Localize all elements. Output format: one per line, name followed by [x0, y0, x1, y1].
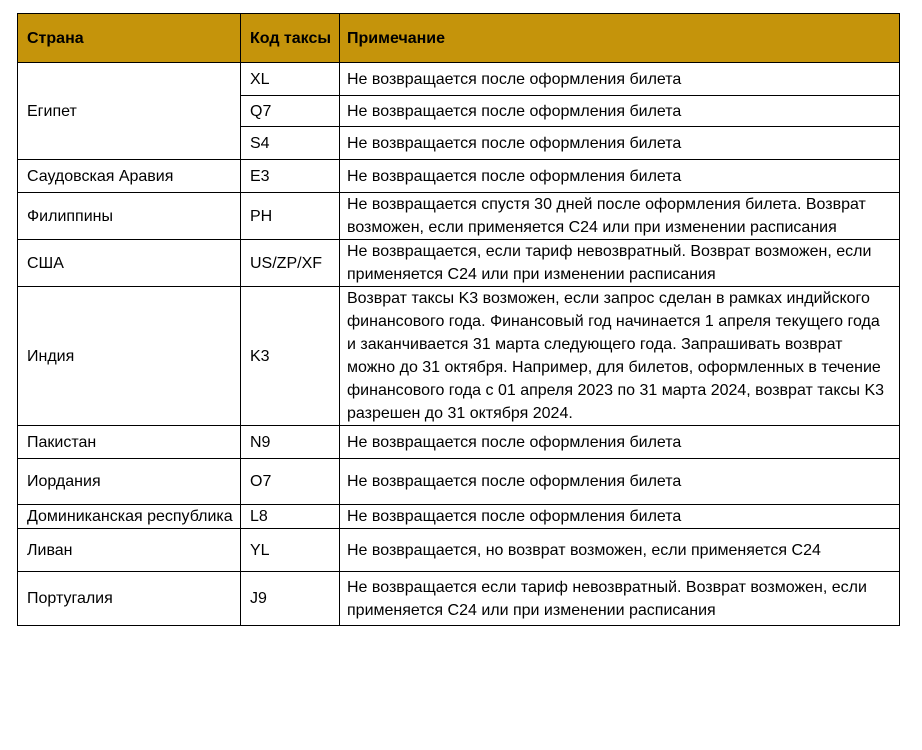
table-row-jordan	[18, 459, 900, 505]
country-cell: Доминиканская республика	[18, 505, 241, 529]
country-cell: Пакистан	[18, 426, 241, 459]
country-cell: Ливан	[18, 529, 241, 572]
country-cell: Филиппины	[18, 193, 241, 240]
note-cell: Не возвращается после оформления билета	[340, 63, 900, 96]
table-row-lebanon	[18, 529, 900, 572]
code-cell: S4	[241, 127, 340, 160]
table-row-portugal	[18, 572, 900, 626]
country-cell: Саудовская Аравия	[18, 160, 241, 193]
note-cell: Не возвращается после оформления билета	[340, 96, 900, 127]
note-cell: Не возвращается, если тариф невозвратный. Возврат возможен, если применяется C24 или при изменении расписания	[340, 240, 900, 287]
code-cell: N9	[241, 426, 340, 459]
code-cell: PH	[241, 193, 340, 240]
table-header-row	[18, 14, 900, 63]
note-cell: Возврат таксы K3 возможен, если запрос сделан в рамках индийского финансового года. Финансовый год начинается 1 апреля текущего года и заканчивается 31 марта следующего года. Запрашивать возврат можно до 31 октября. Например, для билетов, оформленных в течение финансового года с 01 апреля 2023 по 31 марта 2024, возврат таксы K3 разрешен до 31 октября 2024.	[340, 287, 900, 426]
country-cell: Египет	[18, 63, 241, 160]
note-cell: Не возвращается если тариф невозвратный. Возврат возможен, если применяется C24 или при изменении расписания	[340, 572, 900, 626]
code-cell: YL	[241, 529, 340, 572]
table-row-saudi	[18, 160, 900, 193]
code-cell: E3	[241, 160, 340, 193]
note-cell: Не возвращается после оформления билета	[340, 160, 900, 193]
header-country: Страна	[18, 14, 241, 63]
country-cell: Португалия	[18, 572, 241, 626]
code-cell: K3	[241, 287, 340, 426]
note-cell: Не возвращается, но возврат возможен, если применяется C24	[340, 529, 900, 572]
country-cell: США	[18, 240, 241, 287]
note-cell: Не возвращается после оформления билета	[340, 505, 900, 529]
country-cell: Иордания	[18, 459, 241, 505]
note-cell: Не возвращается после оформления билета	[340, 127, 900, 160]
table-row-india	[18, 287, 900, 426]
table-row-usa	[18, 240, 900, 287]
code-cell: Q7	[241, 96, 340, 127]
tax-refund-table	[17, 13, 900, 626]
table-row-egypt-1	[18, 63, 900, 96]
header-note: Примечание	[340, 14, 900, 63]
table-row-dominican	[18, 505, 900, 529]
note-cell: Не возвращается после оформления билета	[340, 426, 900, 459]
code-cell: O7	[241, 459, 340, 505]
code-cell: US/ZP/XF	[241, 240, 340, 287]
code-cell: L8	[241, 505, 340, 529]
note-cell: Не возвращается спустя 30 дней после оформления билета. Возврат возможен, если применяется C24 или при изменении расписания	[340, 193, 900, 240]
header-code: Код таксы	[241, 14, 340, 63]
code-cell: XL	[241, 63, 340, 96]
country-cell: Индия	[18, 287, 241, 426]
table-row-philippines	[18, 193, 900, 240]
note-cell: Не возвращается после оформления билета	[340, 459, 900, 505]
table-row-pakistan	[18, 426, 900, 459]
code-cell: J9	[241, 572, 340, 626]
